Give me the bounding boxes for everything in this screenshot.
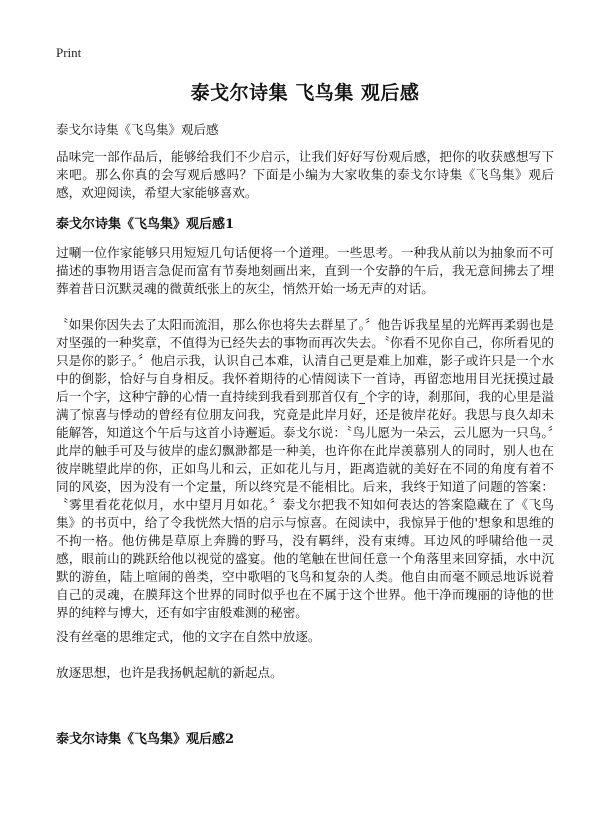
body-paragraph-4: 放逐思想，也许是我扬帆起航的新起点。 [56,665,283,680]
section-heading-1: 泰戈尔诗集《飞鸟集》观后感1 [56,217,235,232]
document-subtitle: 泰戈尔诗集《飞鸟集》观后感 [56,122,219,137]
section-heading-2: 泰戈尔诗集《飞鸟集》观后感2 [56,732,235,747]
body-paragraph-1: 过唰一位作家能够只用短短几句话便将一个道理。一些思考。一种我从前以为抽象而不可描述的事物用语言急促而富有节奏地刻画出来，直到一个安静的午后，我无意间拂去了埋葬着昔日沉默灵魂的微黄纸张上的灰尘，悄然开始一场无声的对话。 [56,245,554,296]
page-title: 泰戈尔诗集 飞鸟集 观后感 [190,82,420,104]
body-paragraph-3: 没有丝毫的思维定式，他的文字在自然中放逐。 [56,629,321,644]
body-paragraph-2: 〝如果你因失去了太阳而流泪，那么你也将失去群星了。〞他告诉我星星的光辉再柔弱也是对坚强的一种奖章，不值得为已经失去的事物而再次失去。〝你看不见你自己，你所看见的只是你的影子。〞他启示我，认识自己本难，认清自己更是难上加难，影子或许只是一个水中的倒影，恰好与自身相反。我怀着期待的心情阅读下一首诗，再留恋地用目光抚摸过最后一个字，这种宁静的心情一直持续到我看到那首仅有_个字的诗，刹那间，我的心里是溢满了惊喜与悸动的曾经有位朋友问我，究竟是此岸月好，还是彼岸花好。我思与良久却未能解答，知道这个午后与这首小诗邂逅。泰戈尔说：〝鸟儿愿为一朵云，云儿愿为一只鸟。〞此岸的触手可及与彼岸的虚幻飘渺都是一种美，也许你在此岸羡慕别人的同时，别人也在彼岸眺望此岸的你，正如鸟儿和云，正如花儿与月，距离造就的美好在不同的角度有着不同的风姿，因为没有一个定量，所以终究是不能相比。后来，我终于知道了问题的答案：〝雾里看花花似月，水中望月月如花。〞泰戈尔把我不知如何表达的答案隐藏在了《飞鸟集》的书页中，给了令我恍然大悟的启示与惊喜。在阅读中，我惊异于他的'想象和思维的不拘一格。他仿佛是草原上奔腾的野马，没有羁绊，没有束缚。耳边风的呼啸给他一灵感，眼前山的跳跃给他以视觉的盛宴。他的笔触在世间任意一个角落里来回穿插，水中沉默的游鱼，陆上喧闹的兽类，空中歌唱的飞鸟和复杂的人类。他自由而毫不顾忌地诉说着自己的灵魂，在膜拜这个世界的同时似乎也在不属于这个世界。他干净而瑰丽的诗他的世界的纯粹与博大，还有如宇宙般难测的秘密。 [56,317,554,620]
print-link[interactable]: Print [56,45,82,60]
intro-paragraph: 品味完一部作品后，能够给我们不少启示，让我们好好写份观后感，把你的收获感想写下来吧。那么你真的会写观后感吗？下面是小编为大家收集的泰戈尔诗集《飞鸟集》观后感，欢迎阅读，希望大家能够喜欢。 [56,149,554,200]
